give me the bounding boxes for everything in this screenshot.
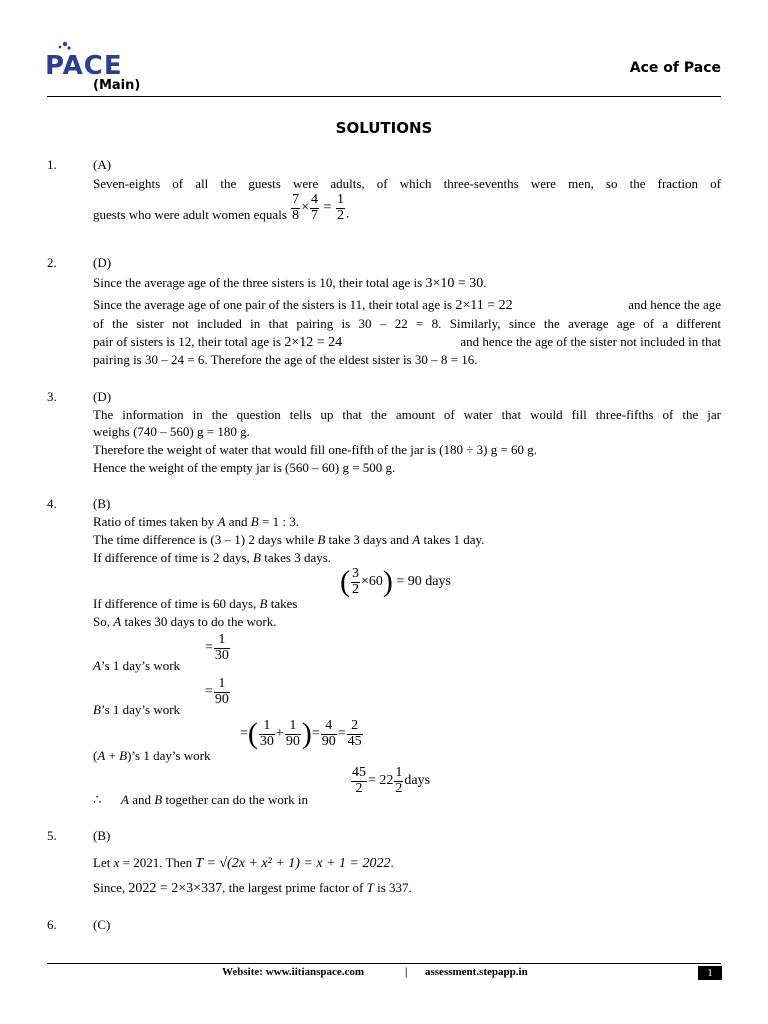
question-2-answer: (D) [93, 255, 112, 270]
question-2-line-4: pair of sisters is 12, their total age is 2×12 = 24 and hence the age of the sister not included in that [93, 334, 721, 350]
page-number: 1 [698, 966, 722, 980]
question-1-text: Seven-eights of all the guests were adults, of which three-sevenths were men, so the fraction of [93, 176, 721, 191]
question-3-line-4: Hence the weight of the empty jar is (560 – 60) g = 500 g. [93, 460, 396, 475]
question-2-line-1: Since the average age of the three sisters is 10, their total age is 3×10 = 30. [93, 275, 487, 291]
footer-separator: | [405, 966, 408, 978]
question-4-line-4: If difference of time is 60 days, B takes [93, 596, 298, 611]
page-title: SOLUTIONS [335, 119, 433, 137]
question-6-number: 6. [47, 917, 57, 932]
question-4-line-5: So, A takes 30 days to do the work. [93, 614, 277, 629]
footer-rule [47, 963, 721, 964]
question-4-days-math: $\frac{45}{2}$ = 22 $\frac{1}{2}$ days [352, 765, 431, 796]
question-4-line-1: Ratio of times taken by A and B = 1 : 3. [93, 514, 299, 529]
question-3-number: 3. [47, 389, 57, 404]
question-1-conclusion: guests who were adult women equals $\frac{7}{8}$ × $\frac{4}{7}$ = $\frac{1}{2}$ . [93, 192, 350, 223]
question-3-line-3: Therefore the weight of water that would fill one-fifth of the jar is (180 ÷ 3) g = 60 g. [93, 442, 538, 457]
question-2-number: 2. [47, 255, 57, 270]
header-rule [47, 96, 721, 97]
question-4-a-work-math: = $\frac{1}{30}$ [205, 632, 229, 663]
question-5-answer: (B) [93, 828, 111, 843]
question-4-answer: (B) [93, 496, 111, 511]
footer-assessment-link[interactable]: assessment.stepapp.in [425, 966, 528, 978]
question-4-b-work-math: = $\frac{1}{90}$ [205, 676, 229, 707]
question-4-a-work: A’s 1 day’s work [93, 658, 181, 673]
question-2-line-3: of the sister not included in that pairing is 30 – 22 = 8. Similarly, since the average age of a different [93, 316, 721, 331]
question-3-answer: (D) [93, 389, 112, 404]
question-2-line-2: Since the average age of one pair of the sisters is 11, their total age is 2×11 = 22 and hence the age [93, 297, 721, 313]
question-4-conclusion: A and B together can do the work in [121, 792, 309, 807]
question-5-number: 5. [47, 828, 57, 843]
question-4-combined-work: (A + B)’s 1 day’s work [93, 748, 211, 763]
question-6-answer: (C) [93, 917, 111, 932]
question-5-line-1: Let x = 2021. Then T = √(2x + x² + 1) = x + 1 = 2022. [93, 855, 394, 871]
question-5-line-2: Since, 2022 = 2×3×337, the largest prime factor of T is 337. [93, 880, 412, 896]
question-2-line-5: pairing is 30 – 24 = 6. Therefore the age of the eldest sister is 30 – 8 = 16. [93, 352, 478, 367]
footer-website[interactable]: Website: www.iitianspace.com [222, 966, 365, 978]
question-4-number: 4. [47, 496, 57, 511]
question-3-line-2: weighs (740 – 560) g = 180 g. [93, 424, 250, 439]
question-4-line-3: If difference of time is 2 days, B takes 3 days. [93, 550, 332, 565]
question-3-line-1: The information in the question tells up that the amount of water that would fill three-fifths of the jar [93, 407, 721, 422]
question-4-line-2: The time difference is (3 – 1) 2 days while B take 3 days and A takes 1 day. [93, 532, 485, 547]
question-4-combined-work-math: =( $\frac{1}{30}$ + $\frac{1}{90}$ )= $\frac{4}{90}$ = $\frac{2}{45}$ [240, 717, 362, 751]
logo-subtitle: (Main) [93, 78, 141, 93]
question-4-b-work: B’s 1 day’s work [93, 702, 181, 717]
svg-text:PACE: PACE [45, 51, 123, 76]
therefore-symbol: ∴ [93, 792, 102, 807]
pace-logo-icon [45, 40, 127, 76]
logo [45, 40, 127, 80]
question-4-line-4-math: ( $\frac{3}{2}$ ×60) = 90 days [340, 565, 451, 599]
question-1-number: 1. [47, 157, 57, 172]
question-1-answer: (A) [93, 157, 112, 172]
header-tagline: Ace of Pace [629, 60, 721, 76]
